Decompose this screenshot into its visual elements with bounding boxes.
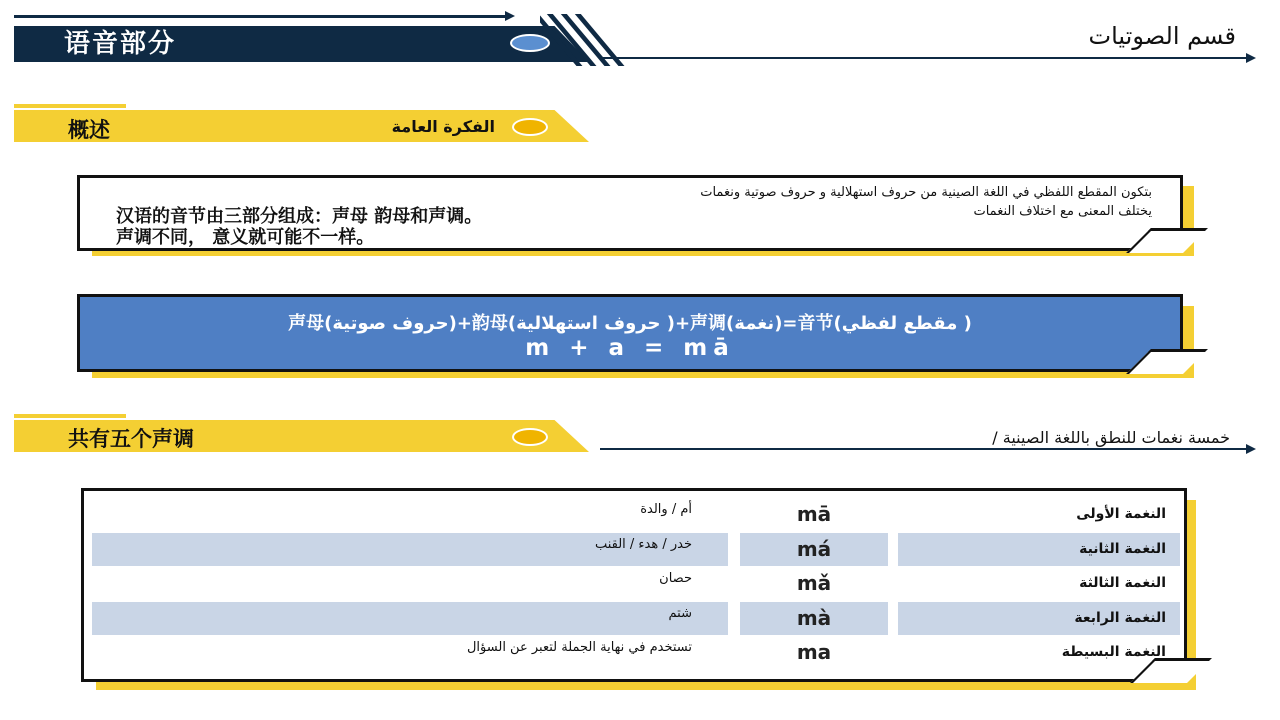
tones-oval-icon [512,428,548,446]
tone-name: النغمة الرابعة [898,602,1180,635]
tone-pinyin: ma [796,640,832,664]
tone-meaning: شتم [92,602,728,635]
overview-oval-icon [512,118,548,136]
tone-pinyin: mā [796,502,832,526]
intro-cn-line2: 声调不同， 意义就可能不一样。 [116,227,375,248]
formula-box [77,294,1183,372]
arrow-right-icon [505,11,515,21]
overview-title-cn: 概述 [68,118,110,142]
table-row [92,567,1180,600]
tone-pinyin: mà [740,602,888,635]
arrow-right-icon [1246,444,1256,454]
tone-pinyin: má [740,533,888,566]
table-row [92,498,1180,531]
header-oval-icon [510,34,550,52]
tones-title-cn: 共有五个声调 [68,427,194,451]
arrow-right-icon [1246,53,1256,63]
table-row [92,636,1180,669]
header-underline [600,57,1250,59]
tones-underline [600,448,1250,450]
tone-name: النغمة البسيطة [1061,644,1166,660]
intro-box [77,175,1183,251]
header-title-cn: 语音部分 [64,29,177,59]
table-row [92,602,1180,635]
tone-pinyin: mǎ [796,571,832,595]
tones-title-ar: خمسة نغمات للنطق باللغة الصينية / [992,428,1230,447]
tone-meaning: أم / والدة [640,502,692,517]
overview-title-ar: الفكرة العامة [391,117,495,136]
tone-meaning: تستخدم في نهاية الجملة لتعبر عن السؤال [466,640,692,655]
tone-name: النغمة الثانية [898,533,1180,566]
header-top-line [14,15,510,18]
intro-cn-line1: 汉语的音节由三部分组成：声母 韵母和声调。 [116,206,483,227]
intro-ar-line1: بتكون المقطع اللفظي في اللغة الصينية من حروف استهلالية و حروف صوتية ونغمات [700,185,1152,200]
table-row [92,533,1180,566]
header-title-ar: قسم الصوتيات [1088,22,1236,50]
formula-line1: 声母(حروف صوتية)+韵母(حروف استهلالية )+声调(نغمة)=音节(مقطع لفظي ) [288,313,972,334]
tones-bar-tab [14,414,126,418]
overview-bar-tab [14,104,126,108]
intro-ar-line2: يختلف المعنى مع اختلاف النغمات [973,204,1152,219]
tone-meaning: حصان [659,571,692,586]
formula-line2: m + a = mā [525,335,735,361]
tone-meaning: خدر / هدء / القنب [92,533,728,566]
tone-name: النغمة الأولى [1076,506,1166,522]
tone-name: النغمة الثالثة [1079,575,1166,591]
